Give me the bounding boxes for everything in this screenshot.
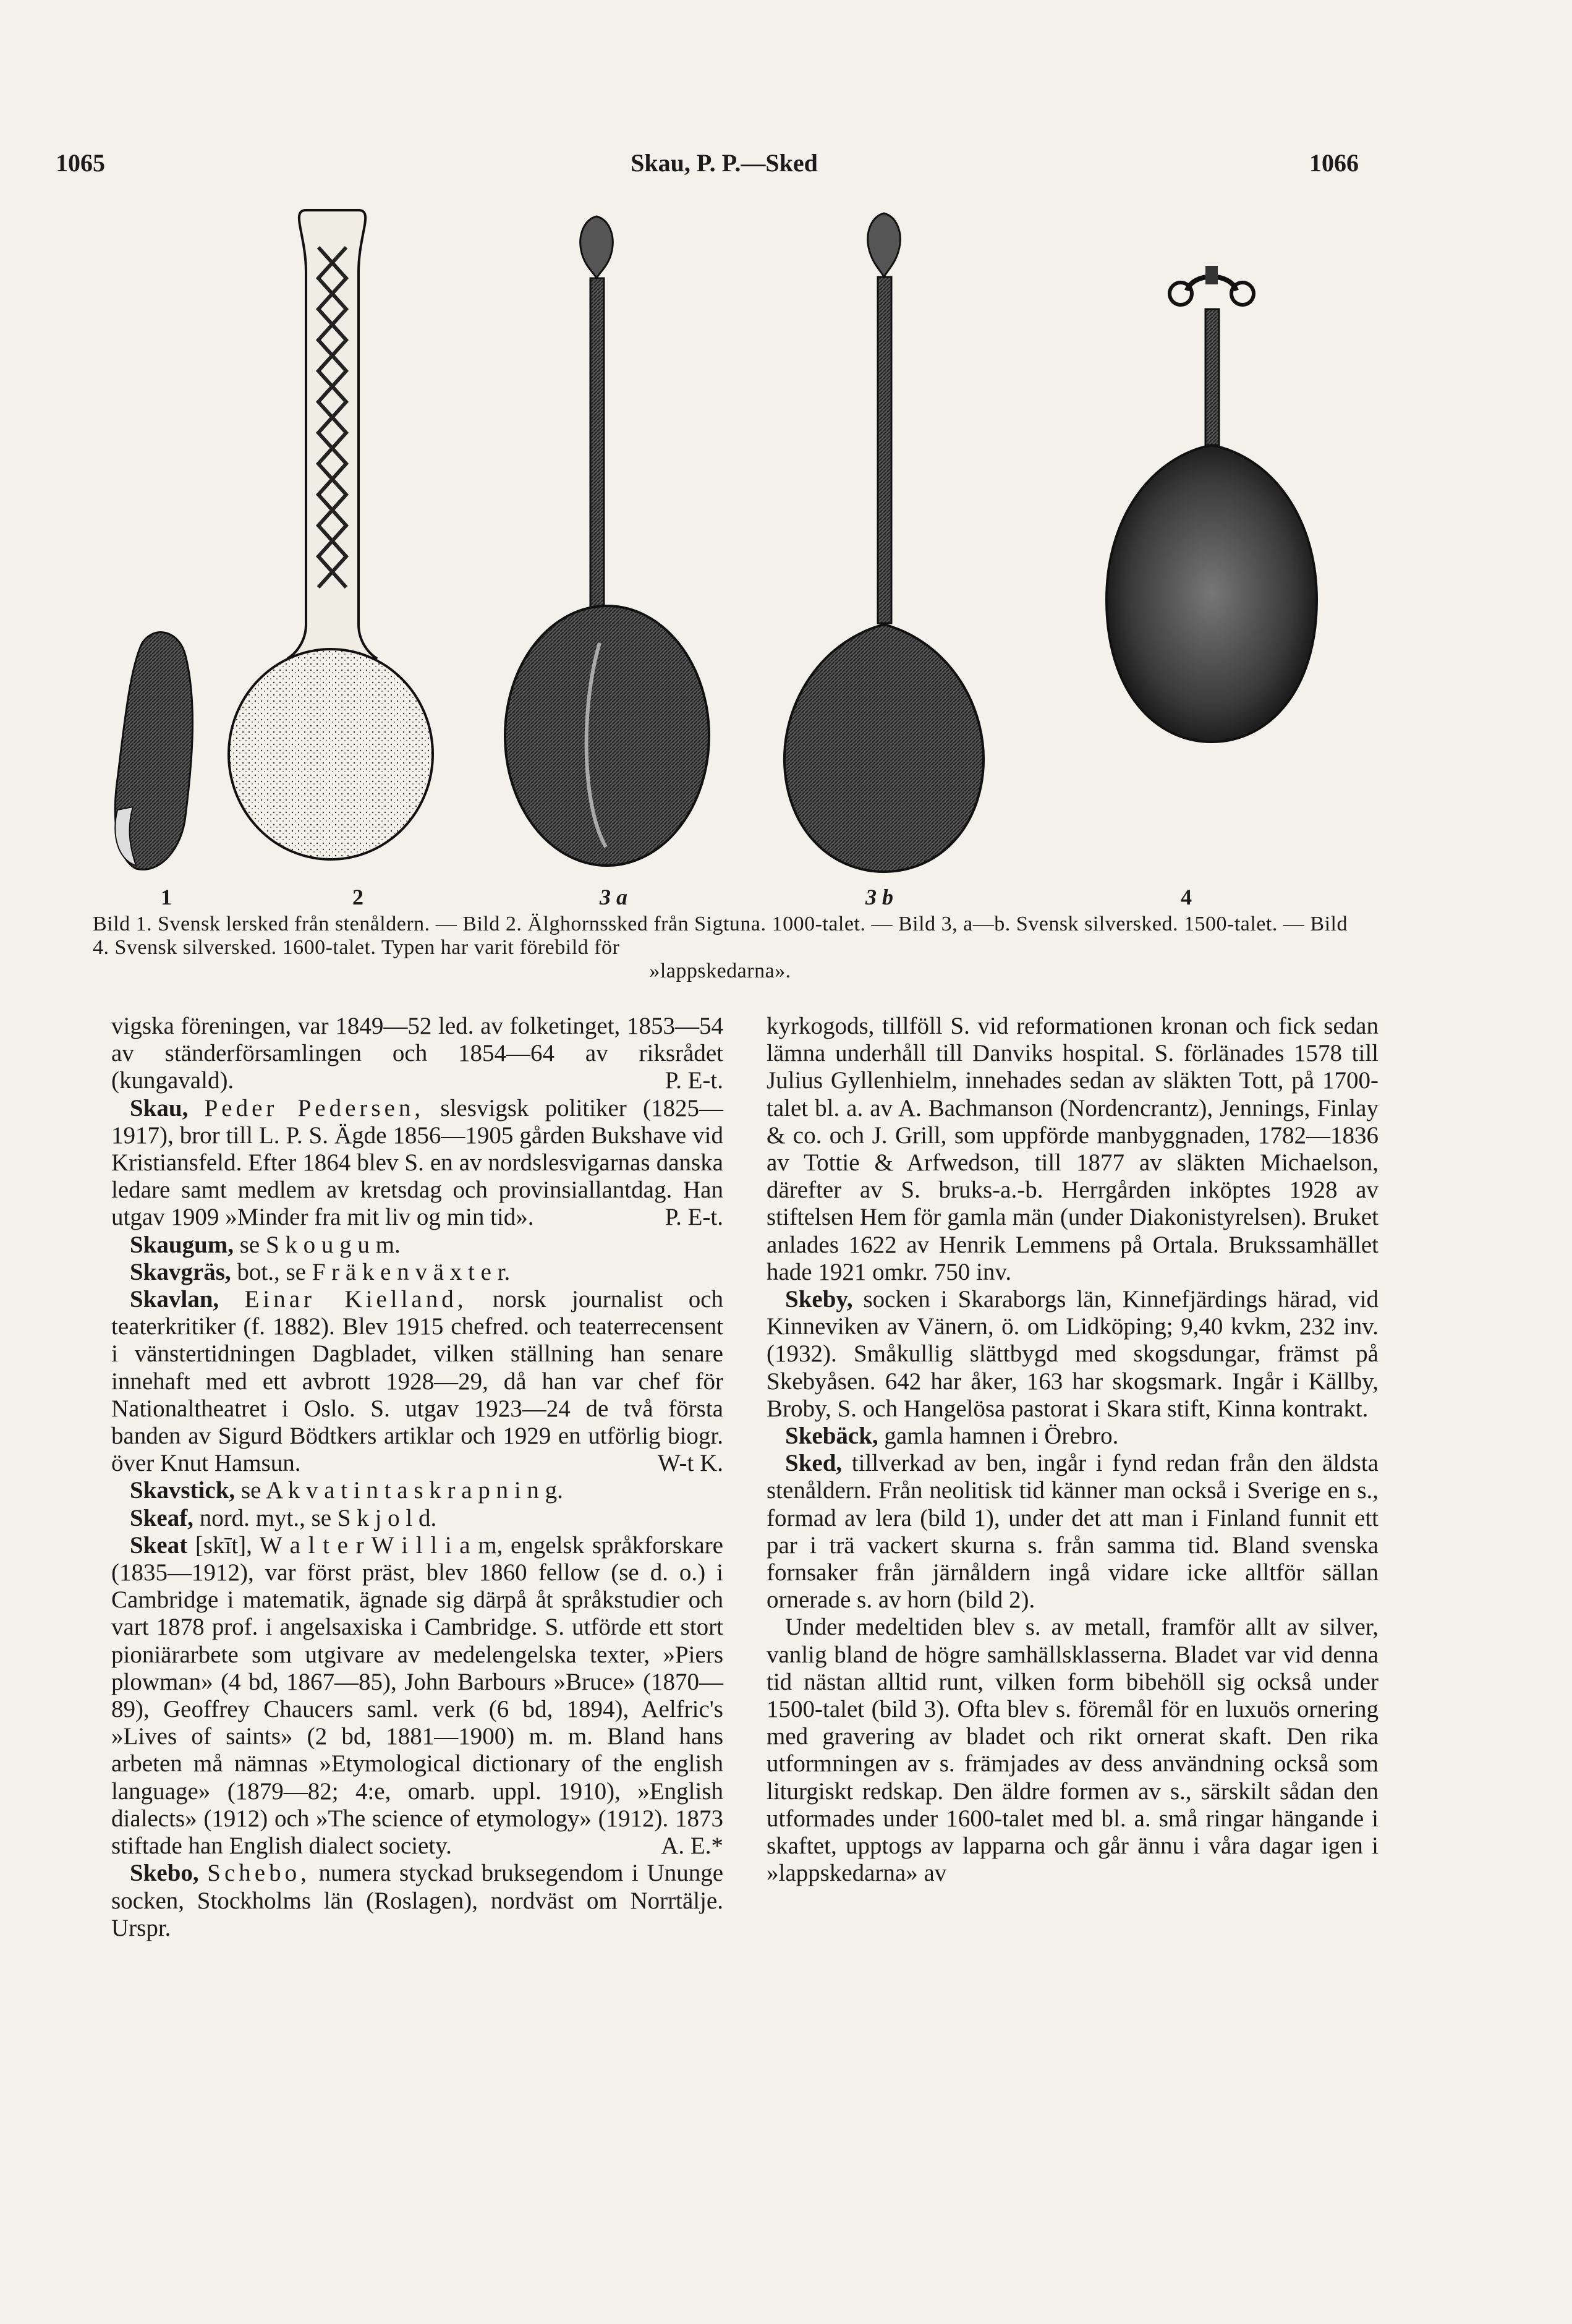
right-column	[767, 1013, 1379, 1888]
running-head	[0, 148, 1572, 185]
page-title: Skau, P. P.—Sked	[631, 149, 818, 177]
entry-skebo: Skebo, Schebo, numera styckad bruksegendom i Ununge socken, Stockholms län (Roslagen), nordväst om Norrtälje. Urspr.	[111, 1860, 724, 1941]
figure-label-4: 4	[1181, 885, 1192, 909]
page-number-left: 1065	[56, 149, 105, 177]
entry-skavstick: Skavstick, se A k v a t i n t a s k r a p n i n g.	[130, 1477, 563, 1504]
spoon-figure-svg	[74, 198, 1372, 896]
figure-label-1: 1	[161, 885, 172, 909]
silver-spoon-4-image	[1107, 266, 1317, 742]
elk-horn-spoon-image	[229, 210, 433, 859]
spoon-illustrations	[74, 198, 1372, 896]
figure-label-2: 2	[352, 885, 363, 909]
caption-line-3: »lappskedarna».	[649, 960, 791, 982]
entry-continuation: vigska föreningen, var 1849—52 led. av folketinget, 1853—54 av ständerförsamlingen och 1854—64 av riksrådet (kungavald). P. E-t.	[111, 1013, 723, 1094]
silver-spoon-3a-image	[505, 216, 709, 866]
figure-label-3b: 3 b	[865, 885, 893, 909]
figure-label-3a: 3 a	[600, 885, 627, 909]
figure-labels	[93, 884, 1360, 915]
caption-line-1: Bild 1. Svensk lersked från stenåldern. — Bild 2. Älghornssked från Sigtuna. 1000-talet. — Bild 3, a—b.	[93, 913, 1011, 935]
entry-sked: Sked, tillverkad av ben, ingår i fynd redan från den äldsta stenåldern. Från neolitisk tid känner man också i Sverige en s., formad av lera (bild 1), under det att man i Finland funnit ett par i trä vackert skurna s. från samma tid. Bland svenska fornsaker från järnåldern ingå vidare icke alltför sällan ornerade s. av horn (bild 2).	[767, 1450, 1379, 1614]
entry-skebo-continuation: kyrkogods, tillföll S. vid reformationen kronan och fick sedan lämna underhåll till Danviks hospital. S. förlänades 1578 till Julius Gyllenhielm, innehades sedan av släkten Tott, på 1700-talet bl. a. av A. Bachmanson (Nordencrantz), Jennings, Finlay & co. och J. Grill, som uppförde manbyggnaden, 1782—1836 av Tottie & Arfwedson, till 1877 av släkten Michaelson, därefter av S. bruks-a.-b. Herrgården inköptes 1928 av stiftelsen Hem för gamla män (under Diakonistyrelsen). Bruket anlades 1622 av Henrik Lemmens på Ortala. Brukssamhället hade 1921 omkr. 750 inv.	[767, 1013, 1379, 1285]
entry-skeaf: Skeaf, nord. myt., se S k j o l d.	[130, 1504, 437, 1531]
page-number-right: 1066	[1309, 149, 1359, 177]
entry-sked-paragraph-2: Under medeltiden blev s. av metall, framför allt av silver, vanlig bland de högre samhällsklasserna. Bladet var vid denna tid nästan alltid runt, vilken form bibehöll sig också under 1500-talet (bild 3). Ofta blev s. föremål för en luxuös ornering med gravering av bladet och rikt ornerat skaft. Den rika utformningen av s. främjades av dess användning också som liturgiskt redskap. Den äldre formen av s., särskilt sådan den utformades under 1600-talet med bl. a. små ringar hängande i skaftet, upptogs av lapparna och går ännu i våra dagar igen i »lappskedarna» av	[767, 1614, 1379, 1887]
entry-skeby: Skeby, socken i Skaraborgs län, Kinnefjärdings härad, vid Kinneviken av Vänern, ö. om Lidköping; 9,40 kvkm, 232 inv. (1932). Småkullig slättbygd med skogsdungar, främst på Skebyåsen. 642 har åker, 163 har skogsmark. Ingår i Källby, Broby, S. och Hangelösa pastorat i Skara stift, Kinna kontrakt.	[767, 1286, 1379, 1422]
clay-spoon-image	[115, 632, 192, 870]
left-column	[111, 1013, 723, 1942]
entry-skeback: Skebäck, gamla hamnen i Örebro.	[785, 1423, 1119, 1450]
caption-line-2: Svensk silversked. 1500-talet. — Bild 4. Svensk silversked. 1600-talet. Typen har varit förebild för	[93, 913, 1348, 959]
entry-skaugum: Skaugum, se S k o u g u m.	[130, 1231, 401, 1258]
entry-skavlan: Skavlan, Einar Kielland, norsk journalist och teaterkritiker (f. 1882). Blev 1915 chefred. och teaterrecensent i vänstertidningen Dagbladet, vilken ställning han senare innehaft med ett avbrott 1928—29, då han var chef för Nationaltheatret i Oslo. S. utgav 1923—24 de två första banden av Sigurd Bödtkers artiklar och 1929 en utförlig biogr. över Knut Hamsun. W-t K.	[111, 1286, 724, 1477]
entry-skavgras: Skavgräs, bot., se F r ä k e n v ä x t e r.	[130, 1258, 511, 1285]
silver-spoon-3b-image	[784, 213, 984, 872]
figure-caption	[93, 913, 1348, 983]
entry-skeat: Skeat [skīt], W a l t e r W i l l i a m, engelsk språkforskare (1835—1912), var först präst, blev 1860 fellow (se d. o.) i Cambridge i matematik, ägnade sig därpå åt språkstudier och vart 1878 prof. i angelsaxiska i Cambridge. S. utförde ett stort pioniärarbete som utgivare av medelengelska texter, »Piers plowman» (4 bd, 1867—85), John Barbours »Bruce» (1870—89), Geoffrey Chaucers saml. verk (6 bd, 1894), Aelfric's »Lives of saints» (2 bd, 1881—1900) m. m. Bland hans arbeten må nämnas »Etymological dictionary of the english language» (1879—82; 4:e, omarb. uppl. 1910), »English dialects» (1912) och »The science of etymology» (1912). 1873 stiftade han English dialect society. A. E.*	[111, 1531, 723, 1860]
entry-skau: Skau, Peder Pedersen, slesvigsk politiker (1825—1917), bror till L. P. S. Ägde 1856—1905 gården Bukshave vid Kristiansfeld. Efter 1864 blev S. en av nordslesvigarnas danska ledare samt medlem av kretsdag och provinsiallantdag. Han utgav 1909 »Minder fra mit liv og min tid». P. E-t.	[111, 1094, 724, 1231]
